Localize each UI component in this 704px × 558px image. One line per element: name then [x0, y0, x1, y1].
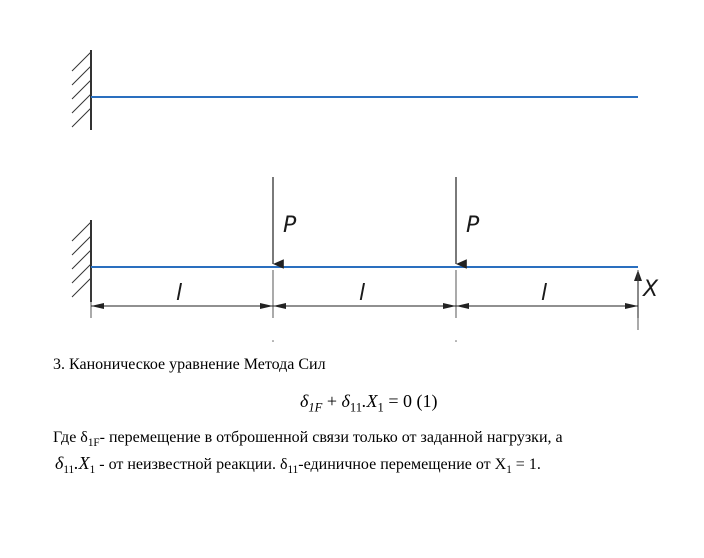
line2-dot-x: .X: [74, 453, 90, 473]
eq-delta-2: δ: [341, 391, 350, 411]
second-line: [55, 453, 541, 477]
force-label-2: P: [466, 213, 480, 238]
eq-rest: = 0 (1): [388, 391, 438, 411]
eq-sub-1f: 1F: [308, 400, 323, 415]
line2-sub-11: 11: [63, 464, 75, 477]
where-after: - перемещение в отброшенной связи только от заданной нагрузки, а: [99, 429, 563, 446]
span-label-1: l: [176, 281, 183, 306]
span-label-3: l: [541, 281, 548, 306]
line2-sub-1b: 1: [506, 464, 512, 477]
bottom-fixed-support: [72, 220, 91, 302]
eq-sub-11: 11: [349, 400, 363, 415]
eq-dot-x: .X: [362, 391, 378, 411]
eq-sub-1: 1: [377, 400, 384, 415]
eq-plus: +: [326, 391, 338, 411]
force-label-1: P: [283, 213, 297, 238]
line2-end-post: = 1.: [511, 456, 541, 473]
line2-end-pre: -единичное перемещение от X: [298, 456, 507, 473]
line2-delta: δ: [55, 453, 64, 473]
where-line: [53, 429, 563, 450]
canonical-equation: [300, 391, 438, 415]
line2-sub-1: 1: [89, 464, 96, 477]
where-prefix: Где δ: [53, 429, 88, 446]
line2-mid: - от неизвестной реакции. δ: [99, 456, 288, 473]
top-fixed-support: [72, 50, 91, 130]
eq-delta-1: δ: [300, 391, 309, 411]
section-heading: 3. Каноническое уравнение Метода Сил: [53, 356, 326, 373]
unknown-label-x: X: [643, 277, 659, 302]
where-sub-1f: 1F: [87, 437, 100, 450]
line2-sub-11b: 11: [287, 464, 299, 477]
span-label-2: l: [359, 281, 366, 306]
